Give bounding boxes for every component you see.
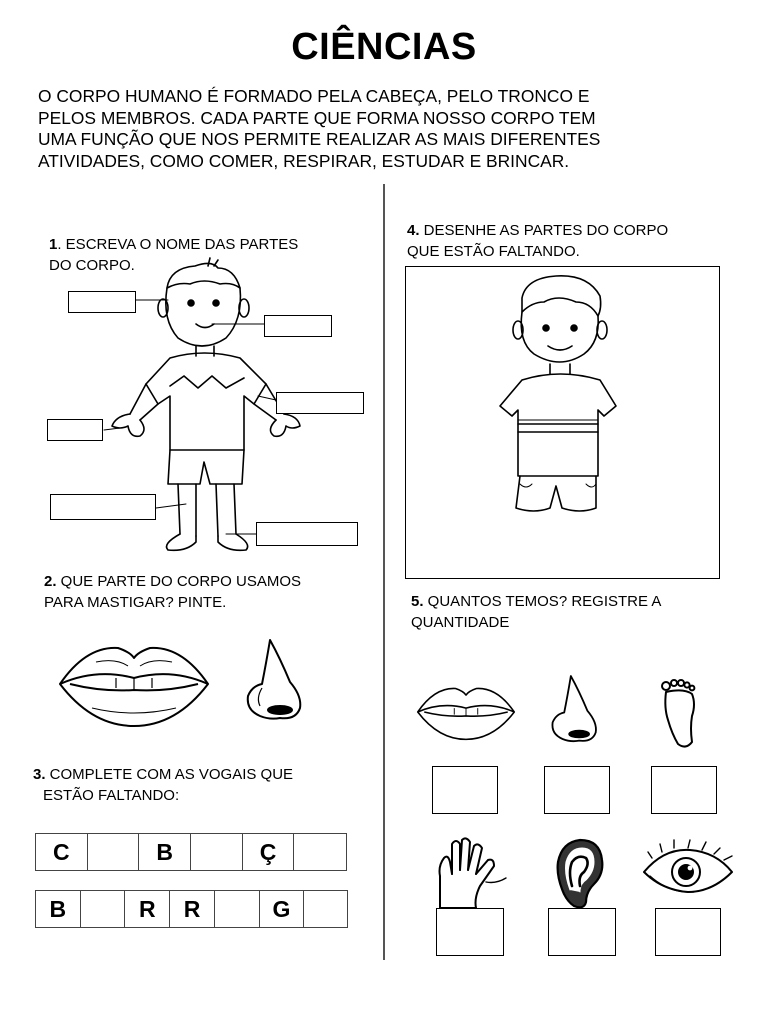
answer-box-foot[interactable]: [256, 522, 358, 546]
q1-text-line: . ESCREVA O NOME DAS PARTES: [57, 236, 299, 253]
letter-cell-blank[interactable]: [304, 891, 347, 927]
hand-icon: [430, 836, 510, 910]
ear-icon: [552, 836, 606, 910]
q4-instruction: [407, 220, 747, 262]
page-title: CIÊNCIAS: [291, 26, 477, 68]
letter-cell: Ç: [243, 834, 295, 870]
q1-text-line: DO CORPO.: [49, 257, 135, 274]
lips-icon: [414, 682, 518, 742]
q2-number: 2.: [44, 573, 57, 590]
letter-cell: R: [170, 891, 215, 927]
letter-cell: R: [125, 891, 170, 927]
q5-text-line: QUANTIDADE: [411, 614, 510, 631]
intro-line: ATIVIDADES, COMO COMER, RESPIRAR, ESTUDAR E BRINCAR.: [38, 150, 570, 171]
letter-cell-blank[interactable]: [81, 891, 126, 927]
q5-number: 5.: [411, 593, 424, 610]
lips-icon[interactable]: [56, 638, 212, 730]
letter-cell: C: [36, 834, 88, 870]
q3-number: 3.: [33, 766, 46, 783]
letter-cell-blank[interactable]: [215, 891, 260, 927]
letter-cell-blank[interactable]: [88, 834, 140, 870]
count-box-eye[interactable]: [655, 908, 721, 956]
answer-box-hand[interactable]: [47, 419, 103, 441]
count-box-foot[interactable]: [651, 766, 717, 814]
letter-cell-blank[interactable]: [294, 834, 346, 870]
letter-cell: B: [139, 834, 191, 870]
word-row-2: [35, 890, 348, 928]
column-divider: [383, 184, 385, 960]
intro-line: PELOS MEMBROS. CADA PARTE QUE FORMA NOSSO CORPO TEM: [38, 107, 596, 128]
q1-number: 1: [49, 236, 58, 253]
q4-text-line: QUE ESTÃO FALTANDO.: [407, 243, 580, 260]
count-box-nose[interactable]: [544, 766, 610, 814]
boy-missing-parts-icon: [492, 272, 632, 532]
q3-instruction: [33, 764, 373, 806]
foot-icon: [656, 678, 702, 750]
intro-paragraph: [38, 86, 738, 172]
count-box-hand[interactable]: [436, 908, 504, 956]
answer-box-leg[interactable]: [50, 494, 156, 520]
count-box-mouth[interactable]: [432, 766, 498, 814]
word-row-1: [35, 833, 347, 871]
q4-number: 4.: [407, 222, 420, 239]
intro-line: O CORPO HUMANO É FORMADO PELA CABEÇA, PELO TRONCO E: [38, 86, 590, 106]
q3-text-line: ESTÃO FALTANDO:: [43, 787, 180, 804]
q4-text-line: DESENHE AS PARTES DO CORPO: [419, 222, 669, 239]
answer-box-arm[interactable]: [276, 392, 364, 414]
q5-instruction: [411, 591, 741, 633]
answer-box-head[interactable]: [68, 291, 136, 313]
letter-cell-blank[interactable]: [191, 834, 243, 870]
eye-icon: [640, 840, 736, 896]
nose-icon[interactable]: [240, 638, 310, 724]
q2-text-line: QUE PARTE DO CORPO USAMOS: [56, 573, 301, 590]
nose-icon: [546, 674, 604, 746]
q5-text-line: QUANTOS TEMOS? REGISTRE A: [423, 593, 662, 610]
intro-line: UMA FUNÇÃO QUE NOS PERMITE REALIZAR AS MAIS DIFERENTES: [38, 129, 601, 149]
answer-box-mouth[interactable]: [264, 315, 332, 337]
letter-cell: B: [36, 891, 81, 927]
q2-text-line: PARA MASTIGAR? PINTE.: [44, 594, 227, 611]
letter-cell: G: [260, 891, 305, 927]
q3-text-line: COMPLETE COM AS VOGAIS QUE: [45, 766, 294, 783]
count-box-ear[interactable]: [548, 908, 616, 956]
q2-instruction: [44, 571, 374, 613]
